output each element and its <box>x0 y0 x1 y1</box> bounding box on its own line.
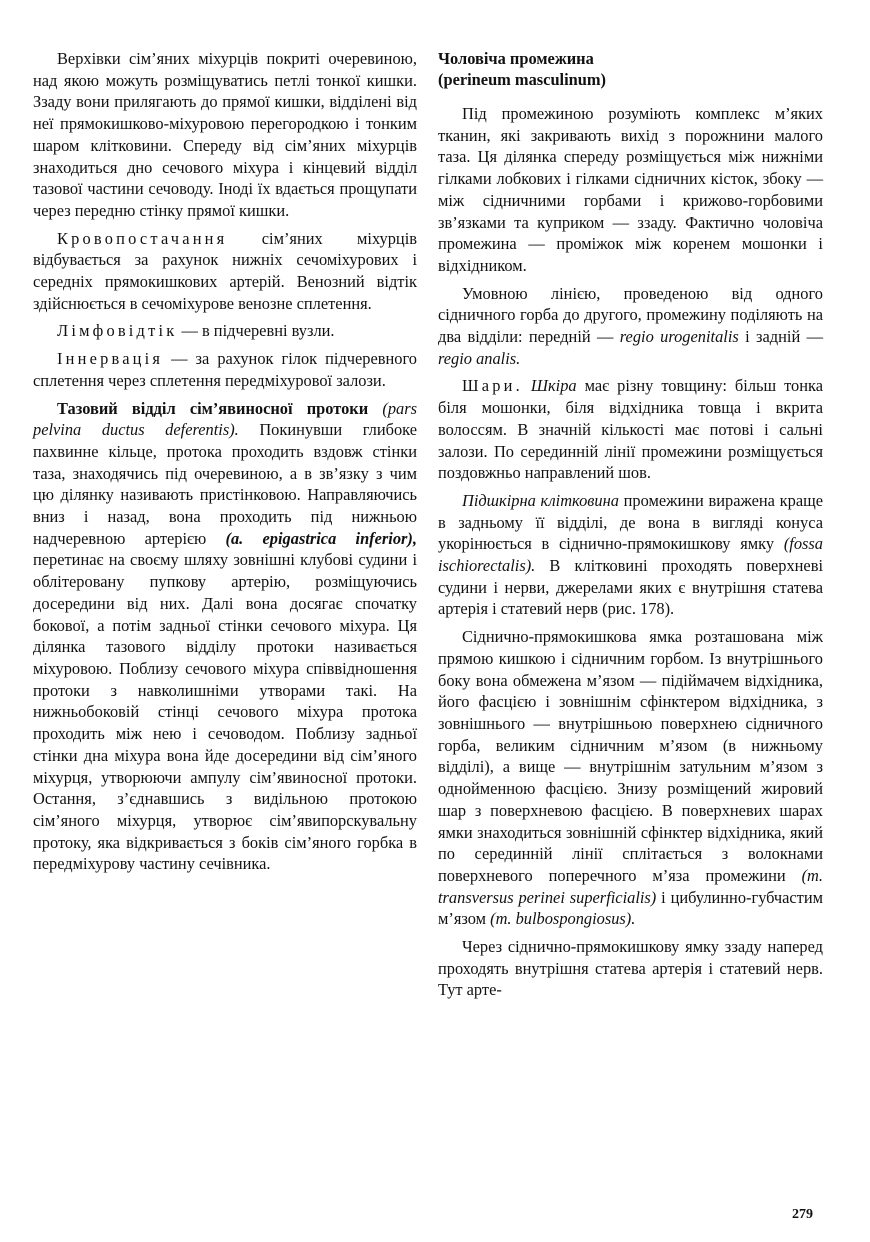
paragraph-perineum-divisions <box>438 283 823 370</box>
text: і задній — <box>738 327 824 347</box>
paragraph-subcutaneous-tissue <box>438 490 823 620</box>
paragraph-pelvic-ductus-deferens <box>33 398 417 875</box>
latin-term: (m. transversus perinei superficialis) <box>438 865 823 907</box>
page-number: 279 <box>792 1207 813 1222</box>
text: — в підчеревні вузли. <box>177 321 335 341</box>
latin-term: regio analis. <box>438 348 521 368</box>
text: Верхівки сім’яних міхурців покриті очеревиною, над якою можуть розміщуватись петлі тонкої кишки. Ззаду вони прилягають до прямої кишки, відділені від неї прямокишково-міхуровою перегородкою і тонким шаром клітковини. Спереду від сім’яних міхурців знаходиться дно сечового міхура і кінцевий відділ тазової частини сечоводу. Іноді їх вдається прощупати через передню стінку прямої кишки. <box>33 49 417 220</box>
text: промежини виражена краще в задньому її відділі, де вона в вигляді конуса укорінюється в сіднично-прямокишкову ямку <box>438 490 823 554</box>
term-lymph-drainage: Лімфовідтік <box>57 321 178 341</box>
term-layers: Шари. <box>462 376 523 396</box>
paragraph-blood-supply <box>33 228 417 315</box>
paragraph-innervation <box>33 348 417 391</box>
latin-term: (a. epigastrica inferior), <box>225 528 417 548</box>
paragraph-ischiorectal-fossa <box>438 626 823 930</box>
paragraph-seminal-vesicles-apex <box>33 48 417 222</box>
paragraph-layers-skin <box>438 375 823 484</box>
text: В клітковині проходять поверхневі судини і нерви, джерелами яких є внутрішня статева артерія і статевий нерв (рис. 178). <box>438 556 823 619</box>
latin-term: (fossa ischiorectalis). <box>438 534 823 576</box>
term-skin: Шкіра <box>522 376 577 396</box>
heading-line-latin: (perineum masculinum) <box>438 70 607 89</box>
term-blood-supply: Кровопостачання <box>57 228 228 248</box>
text: має різну товщину: більш тонка біля мошонки, біля відхідника товща і вкрита волоссям. В значній кількості має потові і сальні залози. По серединній лінії промежини розміщується поздовжньо направлений шов. <box>438 376 823 483</box>
right-column <box>438 48 823 1007</box>
latin-term: (pars pelvina ductus deferentis). <box>33 398 417 440</box>
section-heading-male-perineum <box>438 48 823 90</box>
paragraph-vessels-nerve <box>438 936 823 1001</box>
heading-line: Чоловіча промежина <box>438 49 594 68</box>
term-subcutaneous: Підшкірна клітковина <box>462 490 619 510</box>
paragraph-lymph-drainage <box>33 320 417 342</box>
text: — за рахунок гілок підчеревного сплетення через сплетення передміхурової залози. <box>33 349 417 390</box>
text: Покинувши глибоке пахвинне кільце, протока проходить вздовж стінки таза, знаходячись під очеревиною, а в зв’язку з чим цю ділянку називають пристінковою. Направляючись вниз і назад, вона проходить під нижньою надчеревною артерією <box>33 420 417 548</box>
left-column <box>33 48 417 881</box>
text: Через сіднично-прямокишкову ямку ззаду наперед проходять внутрішня статева артерія і статевий нерв. Тут арте- <box>438 937 823 1000</box>
text: Умовною лінією, проведеною від одного сідничного горба до другого, промежину поділяють на два відділи: передній — <box>438 283 823 347</box>
text: Під промежиною розуміють комплекс м’яких тканин, які закривають вихід з порожнини малого таза. Ця ділянка спереду розміщується між нижніми гілками лобкових і гілками сідничних кісток, збоку — між сідничними горбами і крижово-горбовими зв’язками та куприком — ззаду. Фактично чоловіча промежина — проміжок між коренем мошонки і відхідником. <box>438 104 823 275</box>
text: і цибулинно-губчастим м’язом <box>438 887 823 929</box>
text: сім’яних міхурців відбувається за рахунок нижніх сечоміхурових і середніх прямокишкових артерій. Венозний відтік здійснюється в сечоміхурове венозне сплетення. <box>33 228 417 313</box>
text: Сіднично-прямокишкова ямка розташована між прямою кишкою і сідничним горбом. Із внутрішнього боку вона обмежена м’язом — підіймачем відхідника, його фасцією і зовнішнім сфінктером відхідника, з зовнішнього — внутрішньою поверхнею сідничного горба, великим сідничним м’язом (в нижньому відділі), а вище — внутрішнім затульним м’язом з однойменною фасцією. Знизу розміщений жировий шар з поверхневою фасцією. В поверхневих шарах ямки знаходиться зовнішній сфінктер відхідника, який по серединній лінії сплітається з волокнами поверхневого поперечного м’яза промежини <box>438 627 823 885</box>
section-title-pelvic-duct: Тазовий відділ сім’явиносної протоки <box>57 398 369 418</box>
text: перетинає на своєму шляху зовнішні клубові судини і облітеровану пупкову артерію, розміщуючись досередини від них. Далі вона досягає спочатку бокової, а потім задньої стінки сечового міхура. Ця ділянка тазового відділу протоки називається міхуровою. Поблизу сечового міхура співвідношення протоки з навколишніми утворами такі. На нижньобоковій стінці сечового міхура протока проходить між нею і сечоводом. Поблизу задньої стінки дна міхура вона йде досередини від сім’яного міхурця, утворюючи ампулу сім’явиносної протоки. Остання, з’єднавшись з видільною протокою сім’яного міхурця, утворює сім’явипорскувальну протоку, яка відкривається з боків сім’яного горбка в передміхурову частину сечівника. <box>33 550 417 874</box>
term-innervation: Іннервація <box>57 349 164 369</box>
latin-term: regio urogenitalis <box>619 327 739 347</box>
paragraph-perineum-definition <box>438 103 823 277</box>
latin-term: (m. bulbospongiosus). <box>490 909 636 929</box>
